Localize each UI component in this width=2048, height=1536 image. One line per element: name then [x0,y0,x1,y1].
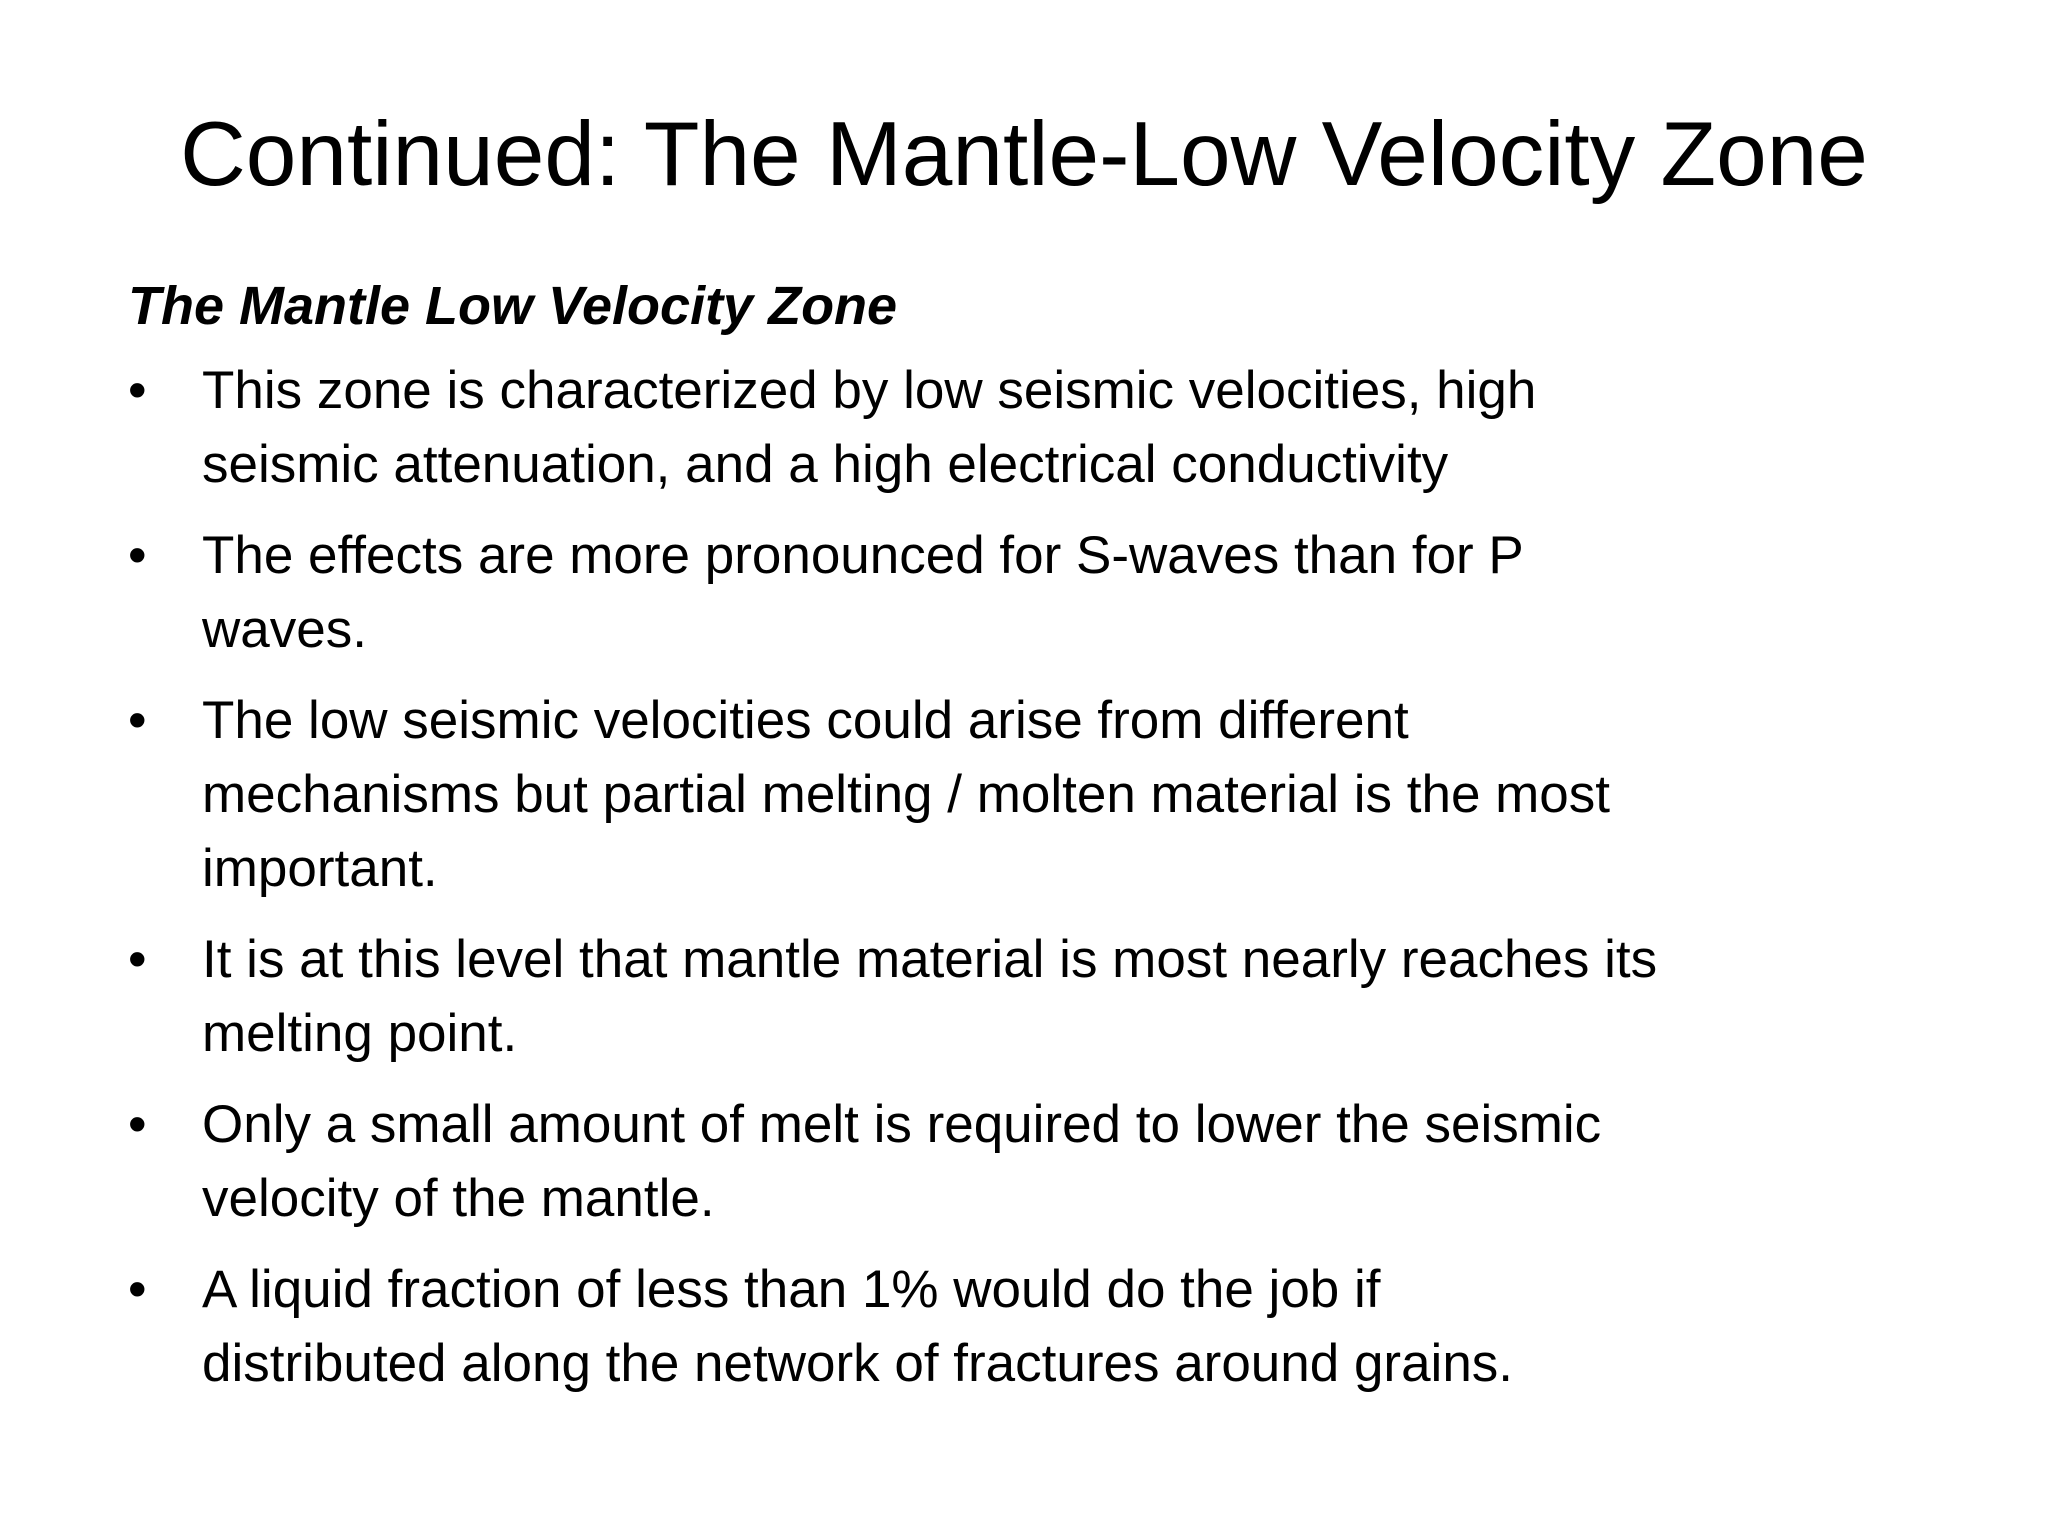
bullet-line: The low seismic velocities could arise from different [202,691,1409,750]
bullet-line: mechanisms but partial melting / molten material is the most [202,765,1610,824]
bullet-marker: • [128,526,147,585]
slide-title: Continued: The Mantle-Low Velocity Zone [180,104,1868,205]
bullet-item [128,923,1988,1071]
subheading: The Mantle Low Velocity Zone [128,276,898,336]
bullet-line: waves. [202,600,367,659]
bullet-marker: • [128,361,147,420]
bullet-line: It is at this level that mantle material is most nearly reaches its [202,930,1658,989]
bullet-marker: • [128,930,147,989]
bullet-line: distributed along the network of fractures around grains. [202,1334,1514,1393]
bullet-line: A liquid fraction of less than 1% would do the job if [202,1260,1381,1319]
bullet-line: The effects are more pronounced for S-waves than for P [202,526,1524,585]
bullet-item [128,1253,1988,1401]
bullet-line: velocity of the mantle. [202,1169,715,1228]
slide-content [128,266,1988,1418]
bullet-line: This zone is characterized by low seismic velocities, high [202,361,1537,420]
bullet-marker: • [128,1095,147,1154]
bullet-item [128,519,1988,667]
bullet-list [128,354,1988,1401]
bullet-marker: • [128,1260,147,1319]
bullet-item [128,354,1988,502]
bullet-line: seismic attenuation, and a high electrical conductivity [202,435,1449,494]
bullet-marker: • [128,691,147,750]
bullet-line: Only a small amount of melt is required to lower the seismic [202,1095,1602,1154]
bullet-item [128,684,1988,906]
bullet-item [128,1088,1988,1236]
bullet-line: important. [202,839,438,898]
bullet-line: melting point. [202,1004,518,1063]
